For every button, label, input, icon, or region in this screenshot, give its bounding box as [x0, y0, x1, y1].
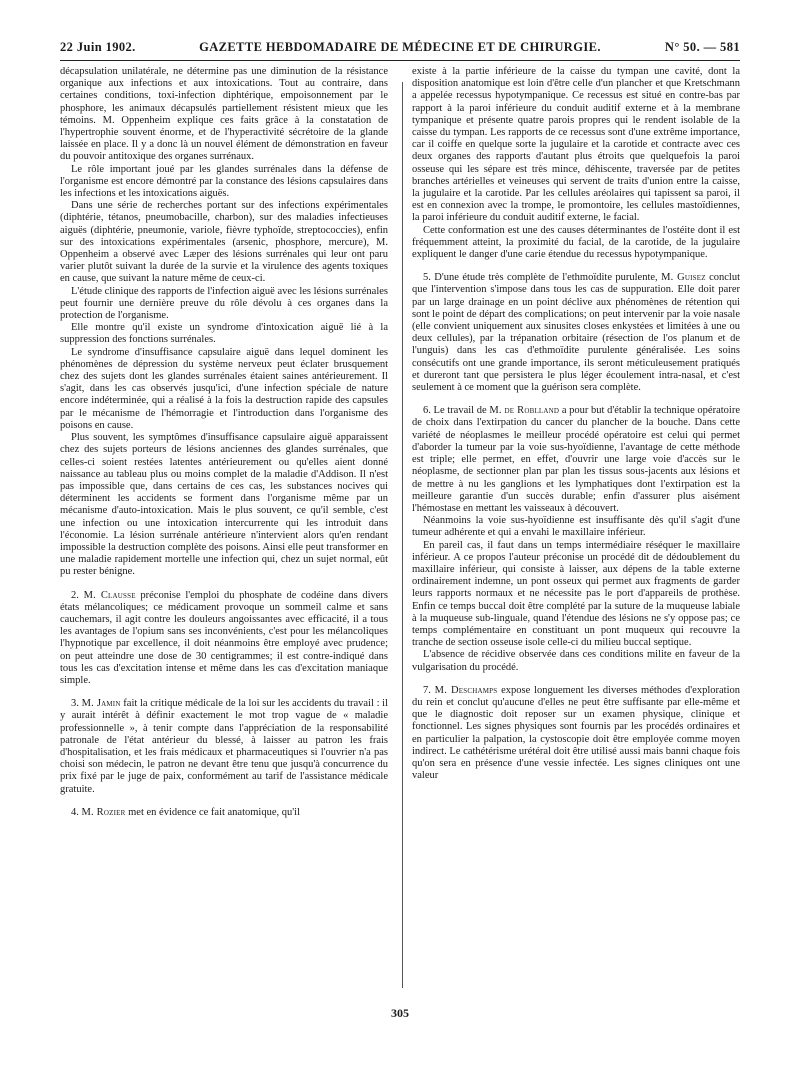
author-name: M. Guisez: [661, 272, 706, 284]
paragraph: Le rôle important joué par les glandes surrénales dans la défense de l'organisme est encore démontré par la constance des lésions capsulaires dans les infections et les intoxications aiguës.: [60, 163, 388, 200]
left-column: [60, 66, 388, 996]
paragraph: Elle montre qu'il existe un syndrome d'intoxication aiguë lié à la suppression des fonctions surrénales.: [60, 322, 388, 346]
author-name: M. Deschamps: [434, 684, 498, 696]
item-text: a pour but d'établir la technique opératoire de choix dans l'extirpation du cancer du plancher de la bouche. Dans cette variété de néoplasmes le meilleur procédé opératoire est celui qui permet d'aborder la tumeur par la voie sus-hyoïdienne, l'avantage de cette méthode est triple; elle permet, en effet, d'ouvrir une large voie d'accès sur le néoplasme, de sectionner plan par plan les tissus sous-jacents aux lésions et de mettre à nu les ganglions et les lymphatiques dont l'extirpation est la meilleure garantie d'un succès durable; enfin d'assurer plus aisément l'hémostase en mettant les vaisseaux à découvert.: [412, 405, 740, 514]
author-name: M. Rozier: [81, 806, 126, 818]
item-number: 3.: [71, 698, 79, 710]
paragraph: L'étude clinique des rapports de l'infection aiguë avec les lésions surrénales peut fournir une dernière preuve du rôle dévolu à ces organes dans la protection de l'organisme.: [60, 285, 388, 322]
item-4: [60, 807, 388, 819]
item-text: fait la critique médicale de la loi sur les accidents du travail : il y aurait intérêt à définir exactement le mot trop vague de « maladie professionnelle », à tenir compte dans l'appréciation de la responsabilité patronale de l'état antérieur du blessé, à laisser au patron les frais d'hospitalisation, et les frais médicaux et pharmaceutiques si l'ouvrier n'a pas choisi son médecin, le patron ne devant être tenu que jusqu'à concurrence du prix fixé par le juge de paix, conformément au tarif de l'assistance médicale gratuite.: [60, 698, 388, 795]
item-7: [412, 685, 740, 783]
paragraph: En pareil cas, il faut dans un temps intermédiaire réséquer le maxillaire inférieur. A ce propos l'auteur préconise un procédé dit de dédoublement du maxillaire inférieur, qui consiste à laisser, aux dépens de la table externe ordinairement indemne, un pont osseux qui permet aux fragments de garder leurs rapports normaux et ne nécessite pas le port d'appareils de prothèse. Enfin ce temps buccal doit être complété par la suture de la muqueuse labiale à la muqueuse sub-linguale, quand l'étendue des lésions ne s'y oppose pas; ce temps complémentaire en constituant un pont muqueux qui recouvre la tranche de section osseuse isole celle-ci du milieu buccal septique.: [412, 539, 740, 649]
item-text: expose longuement les diverses méthodes d'exploration du rein et conclut qu'aucune d'elles ne peut être suffisante par elle-même et que le diagnostic doit reposer sur un examen physique, clinique et fonctionnel. Les signes physiques sont fournis par les procédés ordinaires et en particulier la palpation, la cystoscopie doit être employée comme moyen indirect. Le cathétérisme urétéral doit être utilisé aussi mais banni chaque fois qu'on sera en présence d'une vessie infectée. Les signes cliniques ont une valeur: [412, 684, 740, 782]
item-6: [412, 405, 740, 515]
author-name: M. de Roblland: [489, 405, 560, 417]
paragraph: Plus souvent, les symptômes d'insuffisance capsulaire aiguë apparaissent chez des sujets porteurs de lésions anciennes des glandes surrénales, que celles-ci soient restées latentes antérieurement ou qu'elles aient donné naissance au tableau plus ou moins complet de la maladie d'Addison. Il n'est pas impossible que, dans certains de ces cas, les substances nocives qui déterminent les accidents se forment dans l'organisme même par un mécanisme d'auto-intoxication. Mais le plus souvent, ce qu'il semble, c'est une infection ou une intoxication intercurrente qui les introduit dans l'économie. La lésion surrénale antérieure n'intervient alors qu'en rendant impossible la destruction complète des poisons. Ainsi elle peut transformer en une maladie rapidement mortelle une infection qui, chez un sujet normal, eût pu rester bénigne.: [60, 432, 388, 578]
paragraph: Le syndrome d'insuffisance capsulaire aiguë dans lequel dominent les phénomènes de dépression du système nerveux peut éclater brusquement chez des sujets dont les glandes surrénales étaient saines antérieurement. Il s'agit, dans les cas observés jusqu'ici, d'une infection spéciale de nature encore indéterminée, qui a réalisé à la fois la destruction rapide des capsules par le mécanisme de l'hémorragie et l'introduction dans l'organisme des poisons en cause.: [60, 346, 388, 431]
item-lead: 6. Le travail de: [423, 405, 487, 417]
item-3: [60, 698, 388, 796]
issue-date: 22 Juin 1902.: [60, 40, 136, 54]
item-number: 4.: [71, 806, 79, 818]
item-text: met en évidence ce fait anatomique, qu'il: [128, 806, 300, 818]
item-text: préconise l'emploi du phosphate de codéine dans divers états mélancoliques; ce médicament provoque un sommeil calme et sans cauchemars, il agit contre les douleurs angoissantes avec efficacité, il a tous les avantages de l'opium sans ses inconvénients, c'est pour les mélancoliques l'hypnotique par excellence, il doit néanmoins être employé avec prudence; on peut atteindre une dose de 30 centigrammes; il est contre-indiqué dans tous les cas d'excitation intense et même dans les cas d'excitation maniaque simple.: [60, 589, 388, 686]
column-divider: [402, 82, 403, 988]
item-2: [60, 590, 388, 688]
paragraph: Dans une série de recherches portant sur des infections expérimentales (diphtérie, tétanos, pneumobacille, charbon), sur des maladies infectieuses aiguës (diphtérie, pneumonie, variole, fièvre typhoïde, streptococcies), enfin sur des intoxications expérimentales (arsenic, phosphore, mercure), M. Oppenheim a observé avec Læper des lésions surrénales qui leur ont paru varier plutôt suivant la durée de la survie et la virulence des agents toxiques en cause, que suivant la nature même de ceux-ci.: [60, 200, 388, 285]
item-5: [412, 272, 740, 394]
page-folio: 305: [391, 1006, 409, 1020]
paragraph: décapsulation unilatérale, ne détermine pas une diminution de la résistance organique aux infections et aux intoxications. Tout au contraire, dans certaines conditions, toxi-infection diphtérique, empoisonnement par le phosphore, les animaux décapsulés partiellement résistent mieux que les témoins. M. Oppenheim explique ces faits grâce à la constatation de l'hypertrophie souvent énorme, et de l'hyperactivité sécrétoire de la glande laissée en place. Il y a donc là un nouvel élément de démonstration en faveur du pouvoir antitoxique des organes surrénaux.: [60, 66, 388, 163]
paragraph: L'absence de récidive observée dans ces conditions milite en faveur de la vulgarisation du procédé.: [412, 649, 740, 673]
item-number: 2.: [71, 589, 79, 601]
item-lead: 5. D'une étude très complète de l'ethmoïdite purulente,: [423, 272, 658, 284]
journal-title: GAZETTE HEBDOMADAIRE DE MÉDECINE ET DE CHIRURGIE.: [199, 40, 601, 54]
paragraph: existe à la partie inférieure de la caisse du tympan une cavité, dont la disposition anatomique est loin d'être celle d'un plancher et que Kretschmann a appelée recessus hypotympanique. Ce recessus est situé en contre-bas par rapport à la paroi inférieure du conduit auditif externe et à la membrane tympanique et présente quatre parois propres qui le rendent isolable de la caisse du tympan. Les rapports de ce recessus sont d'une extrême importance, car il coiffe en quelque sorte la jugulaire et la carotide et contracte avec ces deux organes des rapports d'autant plus étroits que quelquefois la paroi osseuse qui les sépare est très mince, déhiscente, traversée par de petites branches artérielles et veineuses qui servent de traits d'union entre la caisse, la jugulaire et la carotide. Par les cellules aréolaires qui tapissent sa paroi, il est en connexion avec la trompe, le promontoire, les cellules mastoïdiennes, la paroi inférieure du conduit auditif externe, le facial.: [412, 66, 740, 224]
header-rule: [60, 60, 740, 61]
item-number: 7.: [423, 684, 431, 696]
author-name: M. Jamin: [81, 698, 121, 710]
issue-number-page: N° 50. — 581: [664, 40, 740, 54]
page-header: [60, 40, 740, 58]
paragraph: Cette conformation est une des causes déterminantes de l'ostéite dont il est fréquemment atteint, la proximité du facial, de la carotide, de la jugulaire expliquent le danger d'une carie étendue du recessus hypotympanique.: [412, 224, 740, 261]
right-column: [412, 66, 740, 996]
paragraph: Néanmoins la voie sus-hyoïdienne est insuffisante dès qu'il s'agit d'une tumeur adhérente et qui a envahi le maxillaire inférieur.: [412, 515, 740, 539]
author-name: M. Clausse: [83, 589, 136, 601]
item-text: conclut que l'intervention s'impose dans tous les cas de suppuration. Elle doit parer par un large drainage en un point déclive aux phénomènes de rétention qui sont le point de départ des complications; on peut intervenir par la voie nasale (elle convient uniquement aux sinusites closes enkystées et limitées à une ou deux cellules), par la trépanation orbitaire (résection de l'os planum et de l'unguis) dans les cas d'ethmoïdite purulente généralisée. Les soins consécutifs ont une grande importance, ils seront méticuleusement pratiqués et dureront tant que persistera le plus léger écoulement intra-nasal, et c'est seulement à ce moment que la guérison sera complète.: [412, 272, 740, 394]
